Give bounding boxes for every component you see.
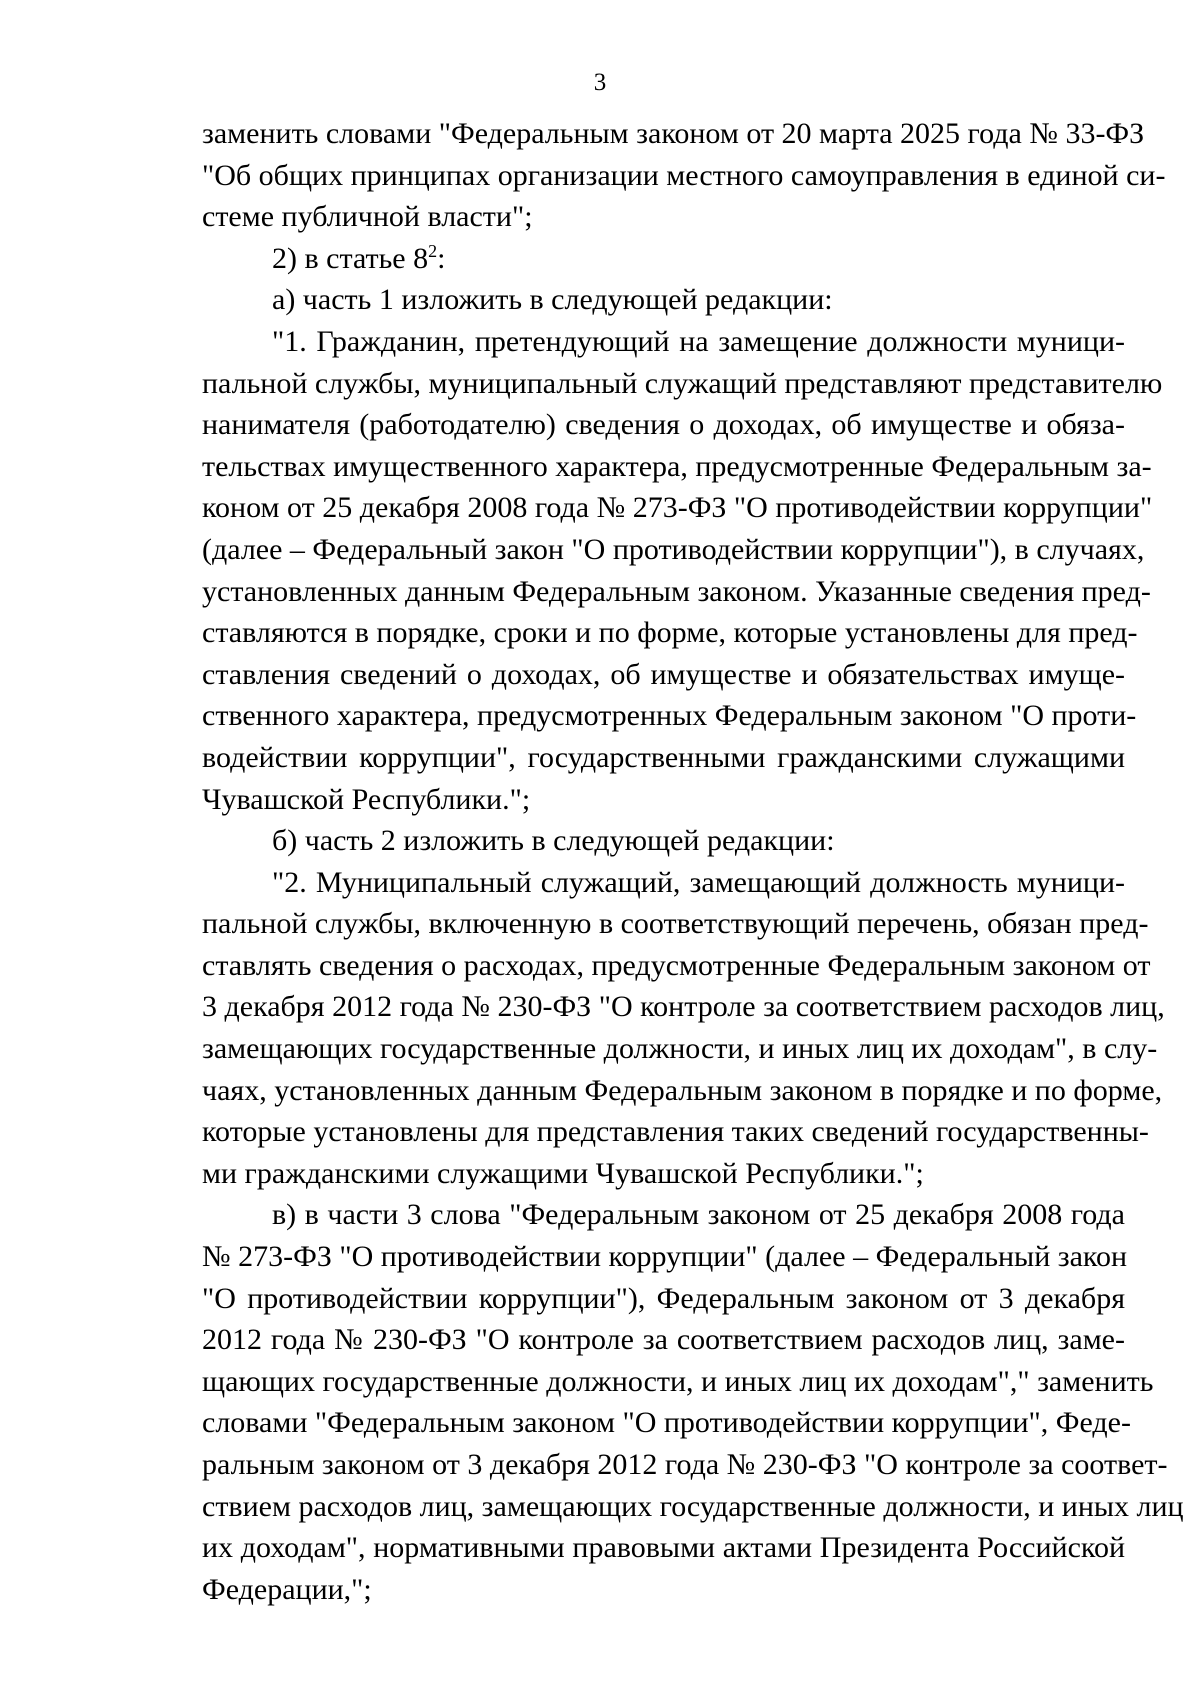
text-line: установленных данным Федеральным законом. Указанные сведения пред- [202, 574, 1151, 608]
text-line: ми гражданскими служащими Чувашской Республики."; [202, 1156, 924, 1190]
text-line: ставлять сведения о расходах, предусмотренные Федеральным законом от [202, 948, 1151, 982]
text-line: ральным законом от 3 декабря 2012 года № 230-ФЗ "О контроле за соответ- [202, 1448, 1168, 1481]
page-number: 3 [593, 69, 607, 96]
text-line: чаях, установленных данным Федеральным законом в порядке и по форме, [202, 1073, 1163, 1107]
text-line: которые установлены для представления таких сведений государственны- [202, 1115, 1149, 1149]
document-body [202, 113, 1184, 1610]
text-line: "2. Муниципальный служащий, замещающий должность муници- [272, 865, 1125, 899]
article-heading-line [202, 238, 1125, 280]
text-line: щающих государственные должности, и иных лиц их доходам"," заменить [202, 1364, 1154, 1398]
text-line: ствием расходов лиц, замещающих государственные должности, и иных лиц [202, 1489, 1184, 1523]
text-line: коном от 25 декабря 2008 года № 273-ФЗ "О противодействии коррупции" [202, 491, 1153, 525]
article-superscript: 2 [428, 240, 438, 261]
text-line: стеме публичной власти"; [202, 200, 533, 234]
text-line: а) часть 1 изложить в следующей редакции: [272, 283, 833, 317]
article-heading-colon: : [437, 241, 446, 275]
text-line: "1. Гражданин, претендующий на замещение должности муници- [272, 324, 1125, 358]
text-line: в) в части 3 слова "Федеральным законом от 25 декабря 2008 года [272, 1198, 1125, 1232]
text-line: "Об общих принципах организации местного самоуправления в единой си- [202, 158, 1166, 192]
text-line: заменить словами "Федеральным законом от 20 марта 2025 года № 33-ФЗ [202, 117, 1145, 150]
text-line: ственного характера, предусмотренных Федеральным законом "О проти- [202, 699, 1137, 733]
text-line: пальной службы, включенную в соответствующий перечень, обязан пред- [202, 907, 1149, 941]
text-line: "О противодействии коррупции"), Федеральным законом от 3 декабря [202, 1281, 1125, 1315]
text-line: тельствах имущественного характера, предусмотренные Федеральным за- [202, 449, 1152, 483]
text-line: их доходам", нормативными правовыми актами Президента Российской [202, 1531, 1125, 1565]
text-line: нанимателя (работодателю) сведения о доходах, об имуществе и обяза- [202, 408, 1125, 442]
text-line: ставления сведений о доходах, об имуществе и обязательствах имуще- [202, 657, 1125, 691]
text-line: замещающих государственные должности, и иных лиц их доходам", в слу- [202, 1032, 1158, 1066]
text-line: пальной службы, муниципальный служащий представляют представителю [202, 366, 1163, 400]
article-heading-text: 2) в статье 8 [272, 241, 429, 275]
text-line: Федерации,"; [202, 1572, 372, 1606]
text-line: Чувашской Республики."; [202, 782, 531, 816]
text-line: ставляются в порядке, сроки и по форме, которые установлены для пред- [202, 616, 1138, 650]
text-line: (далее – Федеральный закон "О противодействии коррупции"), в случаях, [202, 532, 1145, 566]
text-line: водействии коррупции", государственными гражданскими служащими [202, 740, 1125, 774]
text-line: словами "Федеральным законом "О противодействии коррупции", Феде- [202, 1406, 1131, 1440]
text-line: № 273-ФЗ "О противодействии коррупции" (далее – Федеральный закон [202, 1240, 1128, 1274]
text-line: 3 декабря 2012 года № 230-ФЗ "О контроле за соответствием расходов лиц, [202, 990, 1165, 1024]
text-line: 2012 года № 230-ФЗ "О контроле за соответствием расходов лиц, заме- [202, 1323, 1125, 1357]
text-line: б) часть 2 изложить в следующей редакции: [272, 824, 835, 858]
